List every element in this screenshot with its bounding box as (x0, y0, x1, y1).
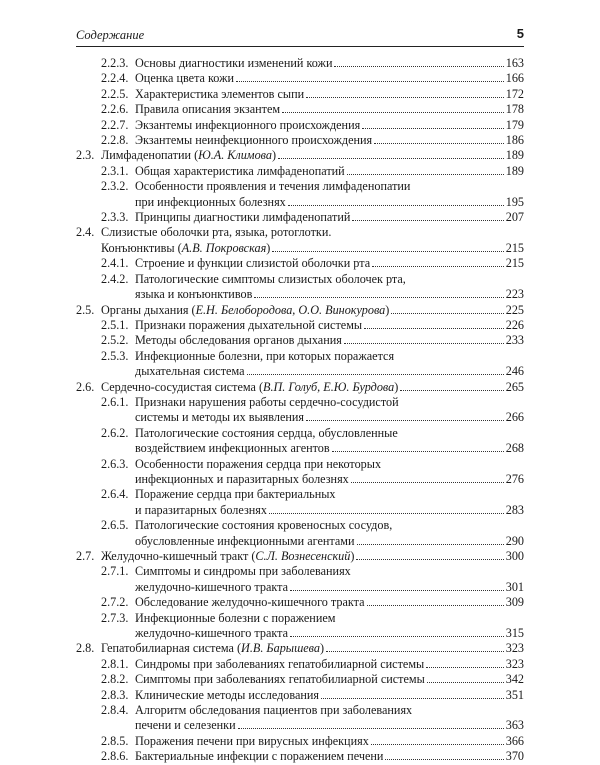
toc-entry-title: Слизистые оболочки рта, языка, ротоглотки. (101, 225, 332, 240)
toc-entry-title: Характеристика элементов сыпи (135, 86, 305, 101)
toc-entry-page: 226 (505, 317, 524, 332)
toc-entry-number: 2.6.2. (101, 425, 129, 440)
dot-leader (282, 112, 504, 113)
toc-entry-number: 2.2.3. (101, 56, 129, 70)
toc-entry-author: Ю.А. Климова (198, 148, 272, 163)
toc-entry-page: 323 (505, 656, 524, 671)
toc-section[interactable] (76, 303, 524, 318)
toc-entry-page: 323 (505, 641, 524, 656)
toc-entry-number: 2.6. (76, 379, 95, 394)
author-paren: ( (255, 379, 264, 394)
toc-entry-title: Бактериальные инфекции с поражением печени (135, 749, 384, 764)
toc-subsection[interactable] (76, 333, 524, 348)
toc-subsection[interactable] (76, 395, 524, 426)
dot-leader (427, 682, 504, 683)
toc-entry-page: 163 (505, 56, 524, 70)
toc-entry-title: воздействием инфекционных агентов (135, 441, 330, 456)
dot-leader (364, 328, 504, 329)
dot-leader (372, 266, 504, 267)
toc-subsection[interactable] (76, 703, 524, 734)
toc-entry-page: 189 (505, 163, 524, 178)
toc-entry-page: 195 (505, 194, 524, 209)
toc-entry-number: 2.2.7. (101, 117, 129, 132)
toc-entry-page: 370 (505, 749, 524, 764)
dot-leader (269, 513, 504, 514)
toc-entry-number: 2.6.1. (101, 394, 129, 409)
toc-subsection[interactable] (76, 179, 524, 210)
toc-entry-page: 351 (505, 687, 524, 702)
toc-subsection[interactable] (76, 256, 524, 271)
dot-leader (290, 590, 504, 591)
toc-entry-number: 2.3.2. (101, 179, 129, 194)
toc-subsection[interactable] (76, 56, 524, 71)
toc-entry-page: 300 (505, 549, 524, 563)
toc-entry-title: Методы обследования органов дыхания (135, 333, 342, 348)
toc-entry-number: 2.8.4. (101, 703, 129, 718)
toc-entry-page: 215 (505, 256, 524, 271)
toc-entry-number: 2.7. (76, 549, 95, 563)
toc-subsection[interactable] (76, 71, 524, 86)
dot-leader (236, 81, 504, 82)
toc-subsection[interactable] (76, 688, 524, 703)
toc-entry-number: 2.2.6. (101, 102, 129, 117)
toc-section[interactable] (76, 148, 524, 163)
toc-entry-title: Лимфаденопатии (101, 148, 192, 163)
toc-entry-title: Синдромы при заболеваниях гепатобилиарной системы (135, 656, 425, 671)
toc-entry-title: Особенности проявления и течения лимфаденопатии (135, 179, 411, 194)
toc-entry-title: Конъюнктивы (101, 240, 175, 255)
toc-entry-number: 2.8.3. (101, 687, 129, 702)
dot-leader (351, 482, 504, 483)
toc-entry-page: 172 (505, 86, 524, 101)
toc-subsection[interactable] (76, 426, 524, 457)
toc-entry-title: Органы дыхания (101, 302, 189, 317)
toc-entry-title: и паразитарных болезнях (135, 502, 267, 517)
toc-subsection[interactable] (76, 210, 524, 225)
toc-entry-title: Клинические методы исследования (135, 687, 320, 702)
toc-entry-number: 2.5.2. (101, 333, 129, 348)
author-paren: ( (191, 148, 199, 163)
toc-entry-number: 2.8. (76, 641, 95, 656)
toc-entry-page: 283 (505, 502, 524, 517)
toc-entry-author: В.П. Голуб, Е.Ю. Бурдова (263, 379, 395, 394)
toc-entry-number: 2.7.1. (101, 564, 129, 579)
dot-leader (374, 143, 504, 144)
toc-entry-title: инфекционных и паразитарных болезнях (135, 471, 349, 486)
toc-entry-page: 276 (505, 471, 524, 486)
toc-subsection[interactable] (76, 564, 524, 595)
toc-entry-page: 178 (505, 102, 524, 117)
table-of-contents (76, 56, 524, 765)
toc-entry-number: 2.6.5. (101, 518, 129, 533)
toc-entry-title: Экзантемы неинфекционного происхождения (135, 133, 373, 148)
toc-entry-title: Признаки нарушения работы сердечно-сосудистой (135, 394, 399, 409)
dot-leader (400, 390, 503, 391)
toc-entry-title: Поражение сердца при бактериальных (135, 487, 336, 502)
toc-entry-author: А.В. Покровская (181, 240, 267, 255)
dot-leader (326, 651, 504, 652)
author-paren: ( (233, 641, 242, 656)
toc-subsection[interactable] (76, 133, 524, 148)
dot-leader (332, 451, 504, 452)
toc-subsection[interactable] (76, 657, 524, 672)
toc-entry-number: 2.2.8. (101, 133, 129, 148)
toc-entry-title: желудочно-кишечного тракта (135, 626, 288, 641)
toc-entry-title: Инфекционные болезни с поражением (135, 610, 336, 625)
dot-leader (334, 66, 503, 67)
toc-entry-number: 2.6.3. (101, 456, 129, 471)
toc-entry-title: Поражения печени при вирусных инфекциях (135, 733, 369, 748)
toc-entry-title: Обследование желудочно-кишечного тракта (135, 595, 365, 610)
dot-leader (357, 544, 504, 545)
toc-entry-number: 2.3.3. (101, 210, 129, 225)
toc-entry-title: Принципы диагностики лимфаденопатий (135, 210, 351, 225)
toc-entry-title: Признаки поражения дыхательной системы (135, 317, 363, 332)
toc-entry-page: 309 (505, 595, 524, 610)
toc-entry-number: 2.8.6. (101, 749, 129, 764)
toc-subsection[interactable] (76, 164, 524, 179)
dot-leader (356, 559, 503, 560)
running-header (76, 26, 524, 47)
running-header-title: Содержание (76, 28, 145, 42)
toc-entry-page: 315 (505, 626, 524, 641)
toc-section[interactable] (76, 225, 524, 256)
dot-leader (306, 420, 504, 421)
toc-entry-title: Инфекционные болезни, при которых поражается (135, 348, 395, 363)
dot-leader (238, 728, 504, 729)
dot-leader (362, 128, 504, 129)
toc-entry-number: 2.5.3. (101, 348, 129, 363)
toc-entry-page: 179 (505, 117, 524, 132)
toc-entry-page: 366 (505, 733, 524, 748)
dot-leader (352, 220, 503, 221)
toc-entry-author: И.В. Барышева (241, 641, 320, 656)
toc-entry-author: С.Л. Вознесенский (255, 549, 351, 563)
toc-entry-number: 2.6.4. (101, 487, 129, 502)
toc-entry-title: Симптомы при заболеваниях гепатобилиарной системы (135, 672, 425, 687)
toc-section[interactable] (76, 641, 524, 656)
toc-entry-number: 2.3. (76, 148, 95, 163)
page-number: 5 (516, 26, 524, 41)
toc-subsection[interactable] (76, 87, 524, 102)
toc-entry-page: 268 (505, 441, 524, 456)
author-paren: ) (266, 240, 271, 255)
toc-subsection[interactable] (76, 487, 524, 518)
toc-entry-page: 266 (505, 410, 524, 425)
toc-entry-title: Экзантемы инфекционного происхождения (135, 117, 361, 132)
toc-entry-number: 2.8.1. (101, 656, 129, 671)
dot-leader (321, 698, 504, 699)
toc-section[interactable] (76, 549, 524, 564)
toc-subsection[interactable] (76, 457, 524, 488)
author-paren: ) (271, 148, 277, 163)
dot-leader (347, 174, 504, 175)
toc-entry-number: 2.2.5. (101, 86, 129, 101)
toc-subsection[interactable] (76, 118, 524, 133)
toc-entry-number: 2.8.5. (101, 733, 129, 748)
toc-subsection[interactable] (76, 518, 524, 549)
toc-entry-page: 207 (505, 210, 524, 225)
toc-subsection[interactable] (76, 734, 524, 749)
toc-entry-title: при инфекционных болезнях (135, 194, 286, 209)
dot-leader (247, 374, 504, 375)
toc-entry-page: 363 (505, 718, 524, 733)
dot-leader (278, 158, 504, 159)
toc-entry-page: 246 (505, 364, 524, 379)
author-paren: ( (188, 302, 196, 317)
toc-entry-title: желудочно-кишечного тракта (135, 579, 288, 594)
toc-entry-title: обусловленные инфекционными агентами (135, 533, 355, 548)
dot-leader (385, 759, 503, 760)
toc-entry-page: 233 (505, 333, 524, 348)
toc-entry-title: дыхательная система (135, 364, 245, 379)
toc-subsection[interactable] (76, 611, 524, 642)
toc-entry-title: Гепатобилиарная система (101, 641, 234, 656)
toc-entry-number: 2.2.4. (101, 71, 129, 86)
author-paren: ) (385, 302, 390, 317)
toc-entry-number: 2.5. (76, 302, 95, 317)
toc-entry-number: 2.7.2. (101, 595, 129, 610)
dot-leader (290, 636, 504, 637)
toc-entry-title: языка и конъюнктивов (135, 287, 253, 302)
dot-leader (344, 343, 504, 344)
toc-subsection[interactable] (76, 749, 524, 764)
author-paren: ) (319, 641, 325, 656)
toc-entry-title: Патологические симптомы слизистых оболочек рта, (135, 271, 406, 286)
dot-leader (288, 205, 504, 206)
toc-entry-title: Сердечно-сосудистая система (101, 379, 256, 394)
toc-entry-title: Алгоритм обследования пациентов при заболеваниях (135, 703, 413, 718)
toc-entry-title: Особенности поражения сердца при некоторых (135, 456, 382, 471)
toc-entry-title: Общая характеристика лимфаденопатий (135, 163, 345, 178)
toc-entry-title: Правила описания экзантем (135, 102, 281, 117)
dot-leader (371, 744, 504, 745)
toc-subsection[interactable] (76, 595, 524, 610)
toc-subsection[interactable] (76, 349, 524, 380)
toc-entry-page: 342 (505, 672, 524, 687)
toc-entry-title: Основы диагностики изменений кожи (135, 56, 333, 70)
author-paren: ) (350, 549, 355, 563)
toc-entry-title: Патологические состояния кровеносных сосудов, (135, 518, 393, 533)
toc-entry-page: 215 (505, 240, 524, 255)
toc-section[interactable] (76, 380, 524, 395)
toc-entry-page: 265 (505, 379, 524, 394)
toc-entry-page: 189 (505, 148, 524, 163)
toc-entry-title: Оценка цвета кожи (135, 71, 235, 86)
toc-entry-page: 166 (505, 71, 524, 86)
toc-entry-number: 2.4.1. (101, 256, 129, 271)
toc-entry-title: Желудочно-кишечный тракт (101, 549, 249, 563)
toc-subsection[interactable] (76, 318, 524, 333)
author-paren: ( (174, 240, 182, 255)
toc-entry-title: Строение и функции слизистой оболочки рта (135, 256, 371, 271)
dot-leader (306, 97, 504, 98)
toc-entry-title: печени и селезенки (135, 718, 236, 733)
toc-subsection[interactable] (76, 272, 524, 303)
toc-entry-number: 2.8.2. (101, 672, 129, 687)
dot-leader (254, 297, 503, 298)
toc-subsection[interactable] (76, 102, 524, 117)
toc-entry-number: 2.7.3. (101, 610, 129, 625)
dot-leader (391, 313, 503, 314)
dot-leader (272, 251, 503, 252)
toc-entry-page: 290 (505, 533, 524, 548)
toc-entry-page: 186 (505, 133, 524, 148)
toc-entry-page: 223 (505, 287, 524, 302)
toc-entry-title: Симптомы и синдромы при заболеваниях (135, 564, 351, 579)
author-paren: ) (394, 379, 399, 394)
dot-leader (426, 667, 503, 668)
toc-entry-number: 2.4.2. (101, 271, 129, 286)
toc-subsection[interactable] (76, 672, 524, 687)
toc-entry-page: 225 (505, 302, 524, 317)
toc-entry-number: 2.3.1. (101, 163, 129, 178)
toc-entry-number: 2.4. (76, 225, 95, 240)
dot-leader (367, 605, 504, 606)
toc-entry-title: Патологические состояния сердца, обусловленные (135, 425, 398, 440)
toc-entry-author: Е.Н. Белобородова, О.О. Винокурова (195, 302, 386, 317)
toc-entry-page: 301 (505, 579, 524, 594)
toc-entry-title: системы и методы их выявления (135, 410, 305, 425)
toc-entry-number: 2.5.1. (101, 317, 129, 332)
author-paren: ( (248, 549, 256, 563)
